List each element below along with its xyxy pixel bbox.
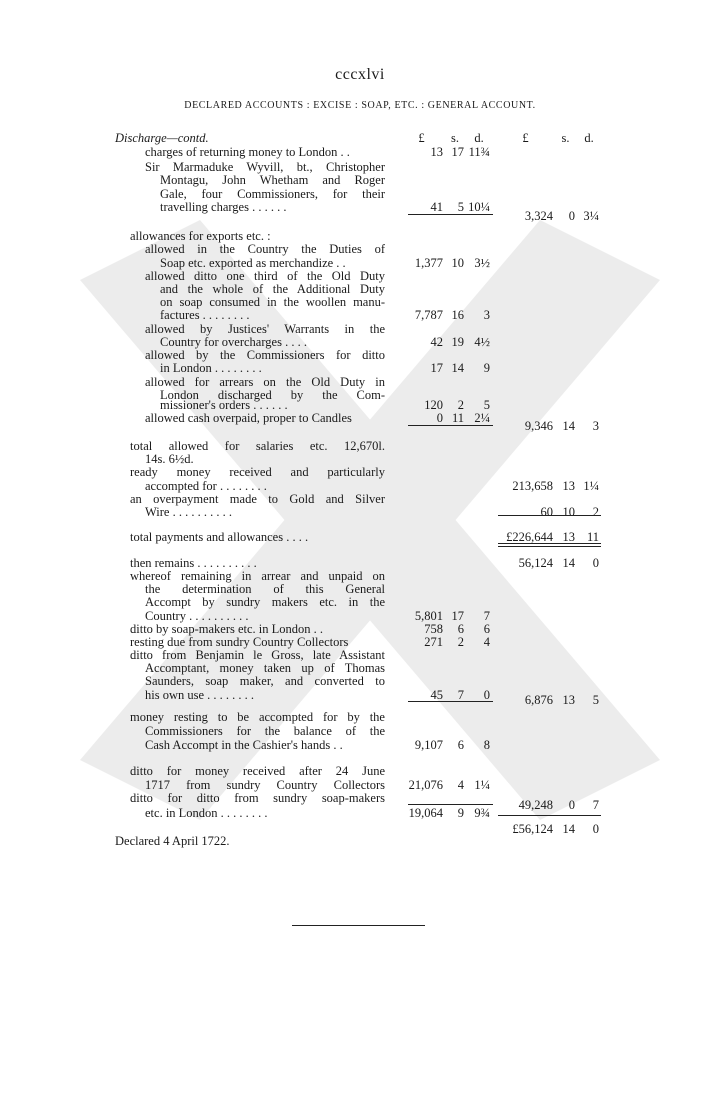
total-pounds: 60 bbox=[540, 505, 553, 519]
entry-text: 14s. 6½d. bbox=[145, 452, 194, 466]
entry-text: travelling charges . . . . . . bbox=[160, 200, 287, 214]
amount-shillings: 4 bbox=[457, 778, 464, 792]
entry-text: accompted for . . . . . . . . bbox=[145, 479, 267, 493]
entry-text: London discharged by the Com- bbox=[160, 388, 385, 402]
amount-shillings: 2 bbox=[457, 398, 464, 412]
amount-pence: 3 bbox=[483, 308, 490, 322]
amount-shillings: 9 bbox=[457, 806, 464, 820]
amount-pounds: 1,377 bbox=[414, 256, 443, 270]
amount-shillings: 2 bbox=[457, 635, 464, 649]
amount-shillings: 19 bbox=[451, 335, 464, 349]
subtotal-shillings: 14 bbox=[562, 419, 575, 433]
amount-shillings: 16 bbox=[451, 308, 464, 322]
total-pence: 2 bbox=[592, 505, 599, 519]
ledger-line bbox=[0, 187, 720, 201]
amount-pounds: 17 bbox=[430, 361, 443, 375]
amount-shillings: 11 bbox=[451, 411, 464, 425]
column-heading: d. bbox=[474, 131, 484, 145]
column-rule bbox=[408, 425, 493, 426]
entry-text: ditto for ditto from sundry soap-makers bbox=[130, 791, 385, 805]
ledger-line bbox=[0, 661, 720, 675]
entry-text: allowances for exports etc. : bbox=[130, 229, 271, 243]
total-shillings: 13 bbox=[562, 530, 575, 544]
total-rule bbox=[498, 815, 601, 816]
amount-pence: 5 bbox=[483, 398, 490, 412]
ledger-line bbox=[0, 479, 720, 493]
total-shillings: 13 bbox=[562, 479, 575, 493]
column-heading: s. bbox=[561, 131, 570, 145]
ledger-line bbox=[0, 492, 720, 506]
subtotal-pounds: 3,324 bbox=[524, 209, 553, 223]
ledger-line bbox=[0, 375, 720, 389]
amount-pence: 9 bbox=[483, 361, 490, 375]
ledger-line bbox=[0, 145, 720, 159]
subtotal-shillings: 0 bbox=[568, 798, 575, 812]
amount-pounds: 120 bbox=[424, 398, 443, 412]
entry-text: Saunders, soap maker, and converted to bbox=[145, 674, 385, 688]
ledger-line bbox=[0, 505, 720, 519]
ledger-line bbox=[0, 530, 720, 544]
entry-text: Soap etc. exported as merchandize . . bbox=[160, 256, 346, 270]
subtotal-row bbox=[0, 419, 720, 433]
ledger-line bbox=[0, 282, 720, 296]
entry-text: allowed by the Commissioners for ditto bbox=[145, 348, 385, 362]
amount-pounds: 45 bbox=[430, 688, 443, 702]
ledger-line bbox=[0, 622, 720, 636]
entry-text: ditto from Benjamin le Gross, late Assistant bbox=[130, 648, 385, 662]
column-rule bbox=[408, 804, 493, 805]
amount-shillings: 17 bbox=[451, 609, 464, 623]
amount-shillings: 6 bbox=[457, 622, 464, 636]
amount-pounds: 42 bbox=[430, 335, 443, 349]
entry-text: 1717 from sundry Country Collectors bbox=[145, 778, 385, 792]
ledger-line bbox=[0, 269, 720, 283]
entry-text: ditto by soap-makers etc. in London . . bbox=[130, 622, 324, 636]
entry-text: etc. in London . . . . . . . . bbox=[145, 806, 268, 820]
amount-pence: 7 bbox=[483, 609, 490, 623]
entry-text: an overpayment made to Gold and Silver bbox=[130, 492, 385, 506]
ledger-line bbox=[0, 322, 720, 336]
ledger-line bbox=[0, 229, 720, 243]
entry-text: Wire . . . . . . . . . . bbox=[145, 505, 232, 519]
ledger-line bbox=[0, 609, 720, 623]
column-rule bbox=[408, 214, 493, 215]
entry-text: total allowed for salaries etc. 12,670l. bbox=[130, 439, 385, 453]
amount-pounds: 0 bbox=[436, 411, 443, 425]
amount-shillings: 17 bbox=[451, 145, 464, 159]
entry-text: then remains . . . . . . . . . . bbox=[130, 556, 257, 570]
amount-pence: 2¼ bbox=[474, 411, 490, 425]
entry-text: Commissioners for the balance of the bbox=[145, 724, 385, 738]
entry-text: money resting to be accompted for by the bbox=[130, 710, 385, 724]
entry-text: allowed ditto one third of the Old Duty bbox=[145, 269, 385, 283]
footer-rule bbox=[292, 925, 425, 926]
ledger-line bbox=[0, 361, 720, 375]
amount-shillings: 10 bbox=[451, 256, 464, 270]
ledger-line bbox=[0, 173, 720, 187]
ledger-line bbox=[0, 635, 720, 649]
declared-line bbox=[0, 834, 720, 848]
total-pence: 1¼ bbox=[583, 479, 599, 493]
amount-pence: 10¼ bbox=[468, 200, 490, 214]
column-rule bbox=[408, 701, 493, 702]
subtotal-row bbox=[0, 693, 720, 707]
column-heading: £ bbox=[522, 131, 529, 145]
total-shillings: 10 bbox=[562, 505, 575, 519]
ledger-line bbox=[0, 160, 720, 174]
ledger-line bbox=[0, 439, 720, 453]
subtotal-pence: 0 bbox=[592, 822, 599, 836]
entry-text: Accomptant, money taken up of Thomas bbox=[145, 661, 385, 675]
ledger-line bbox=[0, 242, 720, 256]
amount-pounds: 271 bbox=[424, 635, 443, 649]
ledger-line bbox=[0, 648, 720, 662]
entry-text: the determination of this General bbox=[145, 582, 385, 596]
amount-pounds: 5,801 bbox=[414, 609, 443, 623]
entry-text: Country . . . . . . . . . . bbox=[145, 609, 249, 623]
amount-pence: 6 bbox=[483, 622, 490, 636]
ledger-line bbox=[0, 465, 720, 479]
subtotal-shillings: 0 bbox=[568, 209, 575, 223]
entry-text: Sir Marmaduke Wyvill, bt., Christopher bbox=[145, 160, 385, 174]
amount-pounds: 41 bbox=[430, 200, 443, 214]
total-shillings: 14 bbox=[562, 556, 575, 570]
amount-shillings: 7 bbox=[457, 688, 464, 702]
entry-text: Accompt by sundry makers etc. in the bbox=[145, 595, 385, 609]
subtotal-pounds: £56,124 bbox=[512, 822, 553, 836]
entry-text: on soap consumed in the woollen manu- bbox=[160, 295, 385, 309]
total-pence: 11 bbox=[586, 530, 599, 544]
ledger-line bbox=[0, 582, 720, 596]
ledger-line bbox=[0, 764, 720, 778]
amount-pounds: 9,107 bbox=[414, 738, 443, 752]
ledger-line bbox=[0, 452, 720, 466]
page-number: cccxlvi bbox=[335, 66, 385, 83]
subtotal-pence: 3¼ bbox=[583, 209, 599, 223]
amount-pounds: 21,076 bbox=[408, 778, 443, 792]
ledger-line bbox=[0, 710, 720, 724]
entry-text: whereof remaining in arrear and unpaid on bbox=[130, 569, 385, 583]
entry-text: and the whole of the Additional Duty bbox=[160, 282, 385, 296]
ledger-line bbox=[0, 308, 720, 322]
entry-text: allowed in the Country the Duties of bbox=[145, 242, 385, 256]
ledger-line bbox=[0, 335, 720, 349]
ledger-header bbox=[0, 131, 720, 145]
amount-pence: 3½ bbox=[474, 256, 490, 270]
entry-text: Cash Accompt in the Cashier's hands . . bbox=[145, 738, 343, 752]
entry-text: ready money received and particularly bbox=[130, 465, 385, 479]
ledger-line bbox=[0, 738, 720, 752]
entry-text: missioner's orders . . . . . . bbox=[160, 398, 288, 412]
amount-pence: 8 bbox=[483, 738, 490, 752]
entry-text: in London . . . . . . . . bbox=[160, 361, 262, 375]
total-rule bbox=[498, 515, 601, 516]
ledger-line bbox=[0, 256, 720, 270]
amount-pence: 1¼ bbox=[474, 778, 490, 792]
subtotal-shillings: 13 bbox=[562, 693, 575, 707]
ledger-line bbox=[0, 778, 720, 792]
entry-text: allowed for arrears on the Old Duty in bbox=[145, 375, 385, 389]
subtotal-pence: 3 bbox=[592, 419, 599, 433]
amount-pence: 4½ bbox=[474, 335, 490, 349]
total-pounds: £226,644 bbox=[506, 530, 553, 544]
entry-text: total payments and allowances . . . . bbox=[130, 530, 309, 544]
amount-pounds: 7,787 bbox=[414, 308, 443, 322]
declared-date: Declared 4 April 1722. bbox=[115, 834, 230, 848]
entry-text: Montagu, John Whetham and Roger bbox=[160, 173, 385, 187]
entry-text: allowed by Justices' Warrants in the bbox=[145, 322, 385, 336]
subtotal-pounds: 49,248 bbox=[518, 798, 553, 812]
entry-text: resting due from sundry Country Collectors bbox=[130, 635, 349, 649]
entry-text: his own use . . . . . . . . bbox=[145, 688, 255, 702]
column-heading: d. bbox=[584, 131, 594, 145]
subtotal-pounds: 9,346 bbox=[524, 419, 553, 433]
column-heading: £ bbox=[418, 131, 425, 145]
amount-shillings: 5 bbox=[457, 200, 464, 214]
running-head: DECLARED ACCOUNTS : EXCISE : SOAP, ETC. : GENERAL ACCOUNT. bbox=[184, 100, 536, 111]
entry-text: ditto for money received after 24 June bbox=[130, 764, 385, 778]
entry-text: Country for overcharges . . . . bbox=[160, 335, 307, 349]
subtotal-pounds: 6,876 bbox=[524, 693, 553, 707]
subtotal-shillings: 14 bbox=[562, 822, 575, 836]
amount-shillings: 14 bbox=[451, 361, 464, 375]
amount-shillings: 6 bbox=[457, 738, 464, 752]
ledger-line bbox=[0, 398, 720, 412]
amount-pence: 4 bbox=[483, 635, 490, 649]
subtotal-row bbox=[0, 209, 720, 223]
section-heading: Discharge—contd. bbox=[115, 131, 209, 145]
amount-pence: 0 bbox=[483, 688, 490, 702]
total-pounds: 56,124 bbox=[518, 556, 553, 570]
ledger-line bbox=[0, 348, 720, 362]
ledger-line bbox=[0, 724, 720, 738]
entry-text: factures . . . . . . . . bbox=[160, 308, 250, 322]
subtotal-pence: 5 bbox=[592, 693, 599, 707]
ledger-line bbox=[0, 556, 720, 570]
ledger-line bbox=[0, 674, 720, 688]
amount-pounds: 19,064 bbox=[408, 806, 443, 820]
entry-text: charges of returning money to London . . bbox=[145, 145, 350, 159]
total-pounds: 213,658 bbox=[512, 479, 553, 493]
amount-pounds: 13 bbox=[430, 145, 443, 159]
ledger-line bbox=[0, 295, 720, 309]
entry-text: allowed cash overpaid, proper to Candles bbox=[145, 411, 352, 425]
amount-pounds: 758 bbox=[424, 622, 443, 636]
ledger-line bbox=[0, 595, 720, 609]
amount-pence: 9¾ bbox=[474, 806, 490, 820]
entry-text: Gale, four Commissioners, for their bbox=[160, 187, 385, 201]
total-pence: 0 bbox=[592, 556, 599, 570]
amount-pence: 11¾ bbox=[468, 145, 490, 159]
subtotal-row bbox=[0, 798, 720, 812]
ledger-line bbox=[0, 569, 720, 583]
subtotal-pence: 7 bbox=[592, 798, 599, 812]
column-heading: s. bbox=[451, 131, 459, 145]
total-double-rule bbox=[498, 543, 601, 547]
